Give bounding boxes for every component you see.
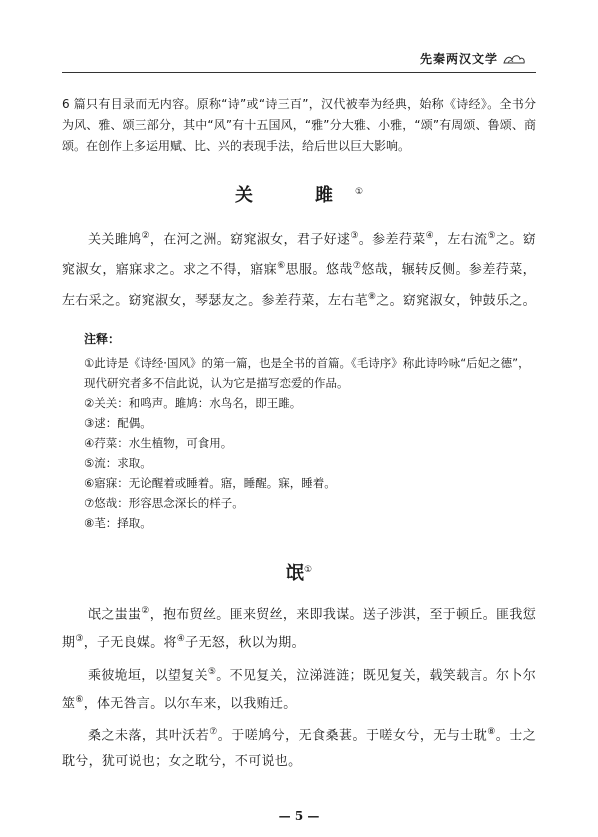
- intro-paragraph: 6 篇只有目录而无内容。原称“诗”或“诗三百”，汉代被奉为经典，始称《诗经》。全书分为风、雅、颂三部分，其中“风”有十五国风，“雅”分大雅、小雅，“颂”有周颂、鲁颂、商颂。在创作上多运用赋、比、兴的表现手法，给后世以巨大影响。: [62, 97, 536, 153]
- note-item: ①此诗是《诗经·国风》的第一篇，也是全书的首篇。《毛诗序》称此诗吟咏“后妃之德”，现代研究者多不信此说，认为它是描写恋爱的作品。: [84, 355, 530, 390]
- poem-title-meng: [62, 559, 536, 585]
- notes-list: [62, 353, 536, 533]
- poem-stanza: 乘彼垝垣，以望复关⑤。不见复关，泣涕涟涟；既见复关，载笑载言。尔卜尔筮⑥，体无咎言。以尔车来，以我贿迁。: [62, 666, 536, 712]
- note-item: ②关关：和鸣声。雎鸠：水鸟名，即王雎。: [84, 395, 302, 410]
- note-item: ⑥寤寐：无论醒着或睡着。寤，睡醒。寐，睡着。: [84, 475, 336, 490]
- running-header: [420, 50, 526, 67]
- title-note-marker: ①: [354, 187, 364, 197]
- note-item: ③逑：配偶。: [84, 415, 152, 430]
- cloud-ornament-icon: [502, 52, 526, 66]
- poem-title-text: 关 雎: [234, 185, 355, 206]
- note-item: ⑤流：求取。: [84, 455, 152, 470]
- poem-body-guanju: [62, 223, 536, 314]
- page-content: [62, 94, 536, 778]
- running-title: 先秦两汉文学: [419, 52, 498, 66]
- page-number: — 5 —: [278, 809, 320, 823]
- poem-stanza: 氓之蚩蚩②，抱布贸丝。匪来贸丝，来即我谋。送子涉淇，至于顿丘。匪我愆期③，子无良媒。将④子无怒，秋以为期。: [62, 605, 536, 651]
- poem-stanza: 桑之未落，其叶沃若⑦。于嗟鸠兮，无食桑葚。于嗟女兮，无与士耽⑧。士之耽兮，犹可说也；女之耽兮，不可说也。: [62, 727, 536, 769]
- note-item: ④荇菜：水生植物，可食用。: [84, 435, 233, 450]
- poem-title-text: 氓: [285, 562, 304, 584]
- notes-heading: 注释：: [84, 331, 121, 346]
- header-rule: [62, 72, 536, 73]
- note-item: ⑦悠哉：形容思念深长的样子。: [84, 495, 244, 510]
- poem-body-meng: [62, 599, 536, 774]
- poem-text: 关关雎鸠②，在河之洲。窈窕淑女，君子好逑③。参差荇菜④，左右流⑤之。窈窕淑女，寤寐求之。求之不得，寤寐⑥思服。悠哉⑦悠哉，辗转反侧。参差荇菜，左右采之。窈窕淑女，琴瑟友之。参差荇菜，左右芼⑧之。窈窕淑女，钟鼓乐之。: [62, 231, 536, 308]
- poem-title-guanju: [62, 181, 536, 207]
- note-item: ⑧芼：择取。: [84, 515, 152, 530]
- title-note-marker: ①: [303, 564, 313, 575]
